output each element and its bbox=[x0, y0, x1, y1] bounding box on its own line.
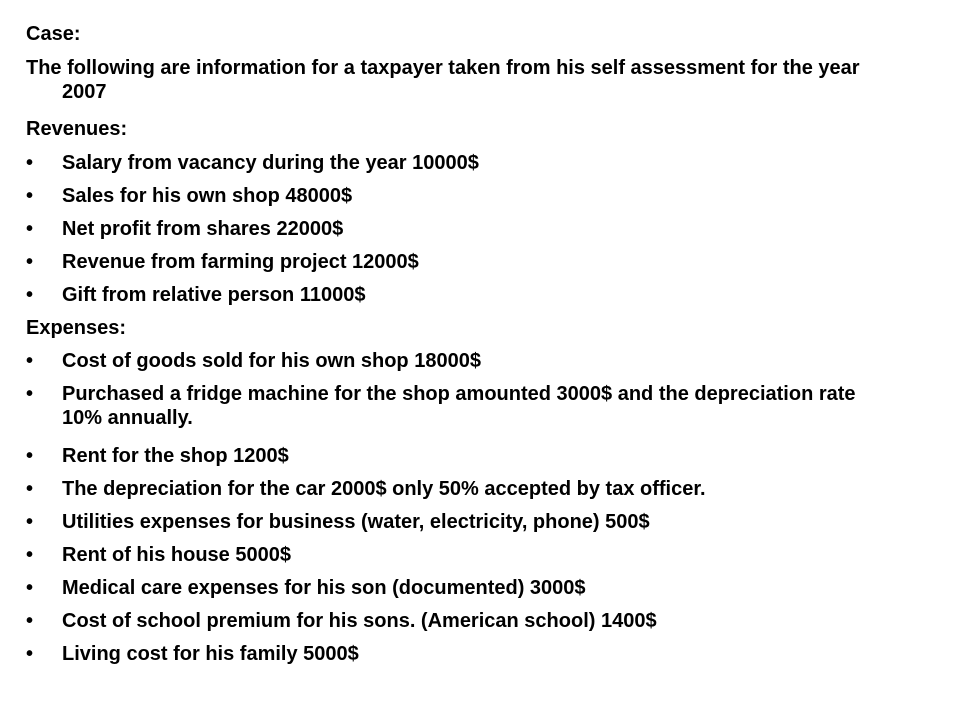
bullet-icon: • bbox=[26, 610, 34, 632]
bullet-icon: • bbox=[26, 577, 34, 599]
expense-item bbox=[26, 543, 906, 567]
revenue-item bbox=[26, 151, 906, 175]
bullet-icon: • bbox=[26, 383, 34, 405]
expense-item bbox=[26, 477, 906, 501]
bullet-icon: • bbox=[26, 185, 34, 207]
expense-item-text: Cost of school premium for his sons. (American school) 1400$ bbox=[62, 610, 657, 632]
expense-item-text: Living cost for his family 5000$ bbox=[62, 643, 359, 665]
expense-item bbox=[26, 510, 906, 534]
expense-item-text: Rent of his house 5000$ bbox=[62, 544, 291, 566]
intro-paragraph: The following are information for a taxpayer taken from his self assessment for the year 2007 bbox=[26, 57, 860, 103]
bullet-icon: • bbox=[26, 218, 34, 240]
bullet-icon: • bbox=[26, 544, 34, 566]
revenue-item-text: Net profit from shares 22000$ bbox=[62, 218, 344, 240]
expense-item bbox=[26, 642, 906, 666]
expense-item-text: Utilities expenses for business (water, electricity, phone) 500$ bbox=[62, 511, 650, 533]
case-label: Case: bbox=[26, 23, 81, 45]
revenue-item-text: Sales for his own shop 48000$ bbox=[62, 185, 353, 207]
revenue-item-text: Salary from vacancy during the year 10000$ bbox=[62, 152, 479, 174]
revenue-item bbox=[26, 250, 906, 274]
expense-item bbox=[26, 609, 906, 633]
expense-item-text: Purchased a fridge machine for the shop amounted 3000$ and the depreciation rate 10% annually. bbox=[62, 383, 856, 429]
expense-item bbox=[26, 349, 906, 373]
expense-item-text: Medical care expenses for his son (documented) 3000$ bbox=[62, 577, 586, 599]
bullet-icon: • bbox=[26, 643, 34, 665]
expenses-heading: Expenses: bbox=[26, 317, 127, 339]
revenues-heading: Revenues: bbox=[26, 118, 128, 140]
expense-item-text: Rent for the shop 1200$ bbox=[62, 445, 289, 467]
expense-item bbox=[26, 576, 906, 600]
expense-item-text: Cost of goods sold for his own shop 18000$ bbox=[62, 350, 481, 372]
bullet-icon: • bbox=[26, 445, 34, 467]
bullet-icon: • bbox=[26, 152, 34, 174]
revenue-item-text: Revenue from farming project 12000$ bbox=[62, 251, 419, 273]
bullet-icon: • bbox=[26, 478, 34, 500]
revenue-item bbox=[26, 217, 906, 241]
revenue-item bbox=[26, 184, 906, 208]
revenue-item bbox=[26, 283, 906, 307]
expense-item-text: The depreciation for the car 2000$ only 50% accepted by tax officer. bbox=[62, 478, 706, 500]
expense-item bbox=[26, 444, 906, 468]
bullet-icon: • bbox=[26, 350, 34, 372]
revenue-item-text: Gift from relative person 11000$ bbox=[62, 284, 366, 306]
bullet-icon: • bbox=[26, 511, 34, 533]
bullet-icon: • bbox=[26, 251, 34, 273]
expense-item bbox=[26, 382, 906, 430]
bullet-icon: • bbox=[26, 284, 34, 306]
